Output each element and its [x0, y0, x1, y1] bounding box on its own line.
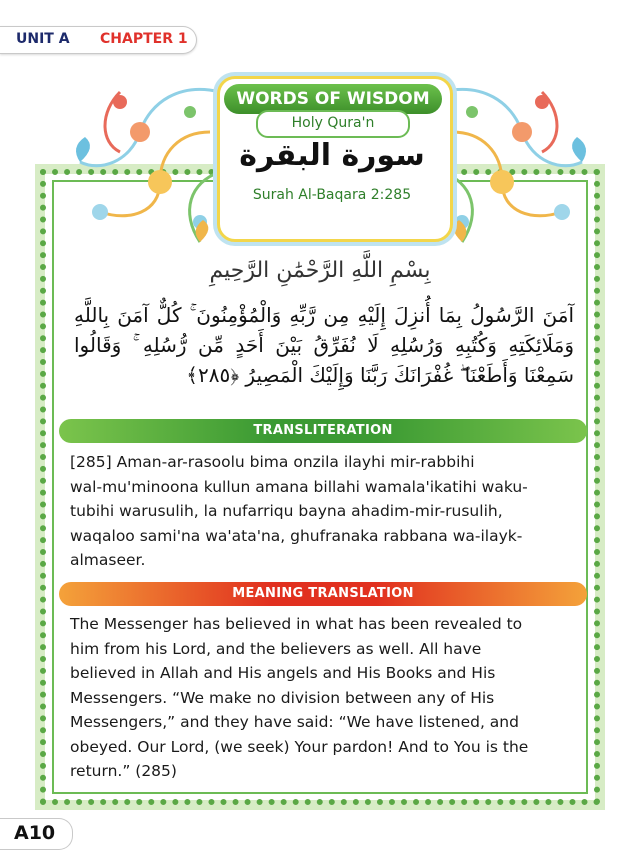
ayah-arabic-text: آمَنَ الرَّسُولُ بِمَا أُنزِلَ إِلَيْهِ مِن رَّبِّهِ وَالْمُؤْمِنُونَ ۚ كُلٌّ آمَنَ بِاللَّهِ وَمَلَائِكَتِهِ وَكُتُبِهِ وَرُسُلِهِ لَا نُفَرِّقُ بَيْنَ أَحَدٍ مِّن رُّسُلِهِ ۚ وَقَالُوا سَمِعْنَا وَأَطَعْنَا ۖ غُفْرَانَكَ رَبَّنَا وَإِلَيْكَ الْمَصِيرُ ﴿٢٨٥﴾ — [74, 303, 574, 387]
transliteration-line: tubihi warusulih, la nufarriqu bayna ahadim-mir-rusulih, — [70, 502, 503, 520]
transliteration-line: [285] Aman-ar-rasoolu bima onzila ilayhi mir-rabbihi — [70, 453, 475, 471]
meaning-line: Messengers,” and they have said: “We have listened, and — [70, 713, 519, 731]
unit-label: UNIT A — [16, 31, 70, 47]
transliteration-line: wal-mu'minoona kullun amana billahi wamala'ikatihi waku- — [70, 477, 528, 496]
meaning-line: The Messenger has believed in what has been revealed to — [70, 615, 523, 633]
transliteration-line: waqaloo sami'na wa'ata'na, ghufranaka rabbana wa-ilayk- — [70, 526, 523, 545]
meaning-line: return.” (285) — [70, 762, 177, 780]
surah-reference: Surah Al-Baqara 2:285 — [252, 187, 412, 203]
meaning-line: him from his Lord, and the believers as well. All have — [70, 639, 482, 658]
left-floral-ornament-icon — [60, 72, 230, 252]
meaning-translation-text — [70, 612, 590, 784]
transliteration-text — [70, 450, 580, 573]
transliteration-line: almaseer. — [70, 551, 146, 569]
meaning-line: Messengers. “We make no division between any of His — [70, 688, 495, 707]
holy-quran-subtitle: Holy Qura'n — [256, 110, 410, 138]
meaning-line: believed in Allah and His angels and His Books and His — [70, 664, 496, 682]
words-of-wisdom-title: WORDS OF WISDOM — [224, 84, 442, 114]
chapter-label: CHAPTER 1 — [100, 31, 188, 47]
bismillah: بِسْمِ اللَّهِ الرَّحْمَٰنِ الرَّحِيمِ — [209, 258, 431, 283]
surah-arabic-name: سورة البقرة — [239, 138, 425, 173]
page-number: A10 — [14, 822, 56, 844]
right-floral-ornament-icon — [432, 72, 602, 252]
transliteration-heading: TRANSLITERATION — [59, 419, 587, 443]
meaning-translation-heading: MEANING TRANSLATION — [59, 582, 587, 606]
meaning-line: obeyed. Our Lord, (we seek) Your pardon! And to You is the — [70, 737, 529, 756]
